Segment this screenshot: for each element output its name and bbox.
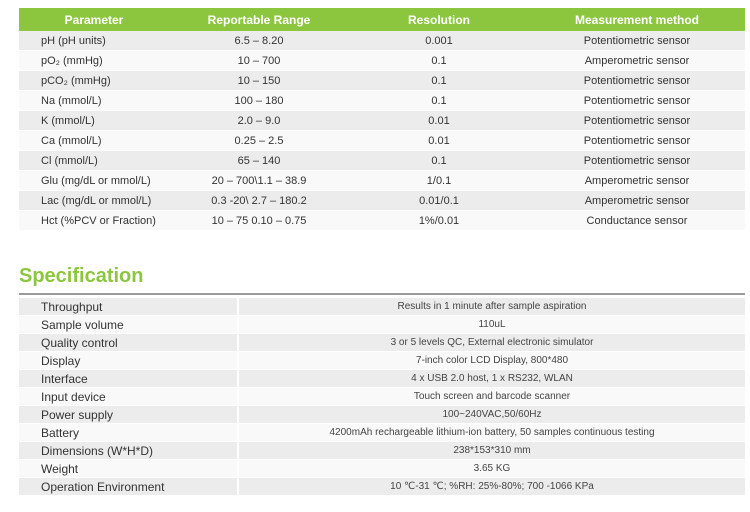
table-row (19, 91, 745, 111)
cell-range: 0.3 -20\ 2.7 – 180.2 (169, 191, 349, 211)
cell-parameter: pH (pH units) (19, 31, 169, 51)
table-row (19, 111, 745, 131)
cell-resolution: 0.001 (349, 31, 529, 51)
spec-label: Throughput (19, 298, 239, 316)
spec-value: Results in 1 minute after sample aspiration (239, 298, 745, 316)
cell-parameter: K (mmol/L) (19, 111, 169, 131)
table-row (19, 71, 745, 91)
spec-label: Dimensions (W*H*D) (19, 442, 239, 460)
cell-parameter: Cl (mmol/L) (19, 151, 169, 171)
specification-table (19, 298, 745, 496)
spec-label: Input device (19, 388, 239, 406)
header-reportable-range: Reportable Range (169, 8, 349, 31)
table-row (19, 298, 745, 316)
cell-method: Amperometric sensor (529, 171, 745, 191)
cell-method: Potentiometric sensor (529, 111, 745, 131)
cell-parameter: Lac (mg/dL or mmol/L) (19, 191, 169, 211)
cell-parameter: Glu (mg/dL or mmol/L) (19, 171, 169, 191)
table-row (19, 352, 745, 370)
header-parameter: Parameter (19, 8, 169, 31)
cell-resolution: 0.01/0.1 (349, 191, 529, 211)
table-row (19, 191, 745, 211)
table-row (19, 424, 745, 442)
spec-value: 4200mAh rechargeable lithium-ion battery, 50 samples continuous testing (239, 424, 745, 442)
spec-value: 7-inch color LCD Display, 800*480 (239, 352, 745, 370)
table-row (19, 442, 745, 460)
cell-resolution: 1/0.1 (349, 171, 529, 191)
spec-value: 3 or 5 levels QC, External electronic simulator (239, 334, 745, 352)
cell-range: 2.0 – 9.0 (169, 111, 349, 131)
table-row (19, 406, 745, 424)
cell-range: 100 – 180 (169, 91, 349, 111)
cell-parameter: Na (mmol/L) (19, 91, 169, 111)
table-row (19, 370, 745, 388)
header-resolution: Resolution (349, 8, 529, 31)
table-row (19, 171, 745, 191)
cell-resolution: 0.1 (349, 51, 529, 71)
table-row (19, 31, 745, 51)
spec-value: Touch screen and barcode scanner (239, 388, 745, 406)
table-row (19, 151, 745, 171)
cell-parameter: pCO₂ (mmHg) (19, 71, 169, 91)
table-row (19, 334, 745, 352)
cell-parameter: pO₂ (mmHg) (19, 51, 169, 71)
spec-value: 238*153*310 mm (239, 442, 745, 460)
cell-range: 0.25 – 2.5 (169, 131, 349, 151)
table-row (19, 460, 745, 478)
cell-resolution: 0.01 (349, 111, 529, 131)
cell-parameter: Ca (mmol/L) (19, 131, 169, 151)
spec-label: Operation Environment (19, 478, 239, 496)
specification-title: Specification (19, 265, 144, 287)
spec-value: 100~240VAC,50/60Hz (239, 406, 745, 424)
parameters-header-row (19, 8, 745, 31)
spec-label: Sample volume (19, 316, 239, 334)
cell-method: Potentiometric sensor (529, 31, 745, 51)
cell-range: 65 – 140 (169, 151, 349, 171)
cell-method: Potentiometric sensor (529, 71, 745, 91)
cell-range: 6.5 – 8.20 (169, 31, 349, 51)
cell-resolution: 1%/0.01 (349, 211, 529, 231)
spec-label: Quality control (19, 334, 239, 352)
cell-method: Potentiometric sensor (529, 91, 745, 111)
spec-label: Power supply (19, 406, 239, 424)
table-row (19, 388, 745, 406)
cell-method: Potentiometric sensor (529, 151, 745, 171)
cell-resolution: 0.1 (349, 151, 529, 171)
spec-value: 4 x USB 2.0 host, 1 x RS232, WLAN (239, 370, 745, 388)
cell-resolution: 0.01 (349, 131, 529, 151)
table-row (19, 211, 745, 231)
spec-label: Interface (19, 370, 239, 388)
section-divider (19, 293, 745, 295)
table-row (19, 316, 745, 334)
cell-range: 20 – 700\1.1 – 38.9 (169, 171, 349, 191)
spec-label: Display (19, 352, 239, 370)
parameters-table (19, 8, 745, 231)
spec-label: Battery (19, 424, 239, 442)
table-row (19, 51, 745, 71)
table-row (19, 131, 745, 151)
cell-range: 10 – 700 (169, 51, 349, 71)
spec-value: 110uL (239, 316, 745, 334)
table-row (19, 478, 745, 496)
spec-value: 3.65 KG (239, 460, 745, 478)
header-measurement-method: Measurement method (529, 8, 745, 31)
cell-resolution: 0.1 (349, 91, 529, 111)
cell-method: Conductance sensor (529, 211, 745, 231)
cell-resolution: 0.1 (349, 71, 529, 91)
cell-range: 10 – 75 0.10 – 0.75 (169, 211, 349, 231)
cell-parameter: Hct (%PCV or Fraction) (19, 211, 169, 231)
cell-method: Potentiometric sensor (529, 131, 745, 151)
spec-label: Weight (19, 460, 239, 478)
cell-range: 10 – 150 (169, 71, 349, 91)
cell-method: Amperometric sensor (529, 51, 745, 71)
spec-value: 10 ℃-31 ℃; %RH: 25%-80%; 700 -1066 KPa (239, 478, 745, 496)
cell-method: Amperometric sensor (529, 191, 745, 211)
